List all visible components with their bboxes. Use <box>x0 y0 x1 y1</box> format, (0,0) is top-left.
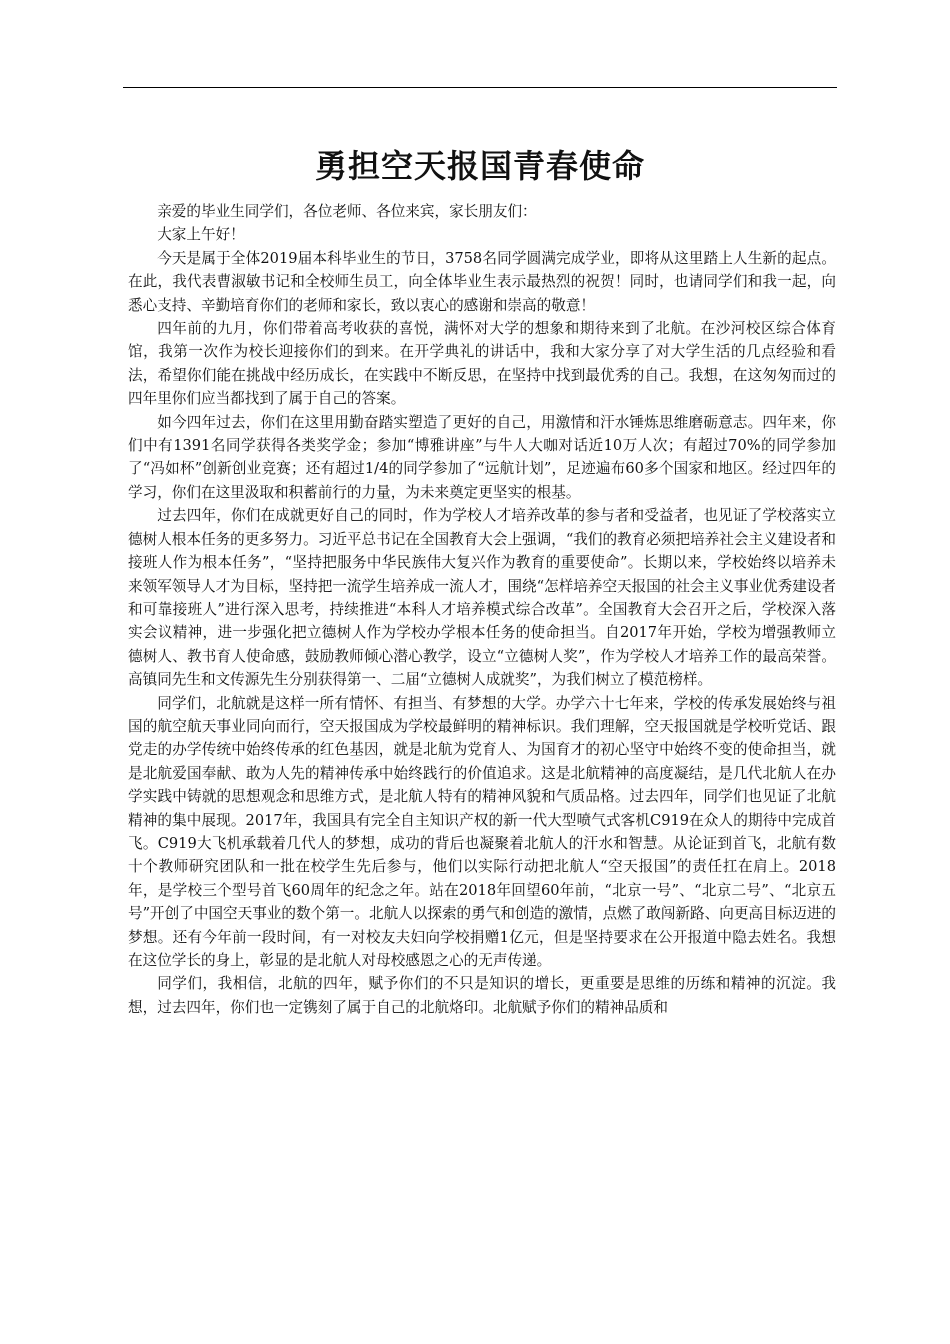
paragraph: 如今四年过去，你们在这里用勤奋踏实塑造了更好的自己，用激情和汗水锤炼思维磨砺意志。四年来，你们中有1391名同学获得各类奖学金；参加“博雅讲座”与牛人大咖对话近10万人次；有超过70%的同学参加了“冯如杯”创新创业竞赛；还有超过1/4的同学参加了“远航计划”，足迹遍布60多个国家和地区。经过四年的学习，你们在这里汲取和积蓄前行的力量，为未来奠定更坚实的根基。 <box>128 413 836 501</box>
paragraph: 同学们，北航就是这样一所有情怀、有担当、有梦想的大学。办学六十七年来，学校的传承发展始终与祖国的航空航天事业同向而行，空天报国成为学校最鲜明的精神标识。我们理解，空天报国就是学校听党话、跟党走的办学传统中始终传承的红色基因，就是北航为党育人、为国育才的初心坚守中始终不变的使命担当，就是北航爱国奉献、敢为人先的精神传承中始终践行的价值追求。这是北航精神的高度凝结，是几代北航人在办学实践中铸就的思想观念和思维方式，是北航人特有的精神风貌和气质品格。过去四年，同学们也见证了北航精神的集中展现。2017年，我国具有完全自主知识产权的新一代大型喷气式客机C919在众人的期待中完成首飞。C919大飞机承载着几代人的梦想，成功的背后也凝聚着北航人的汗水和智慧。从论证到首飞，北航有数十个教师研究团队和一批在校学生先后参与，他们以实际行动把北航人“空天报国”的责任扛在肩上。2018年，是学校三个型号首飞60周年的纪念之年。站在2018年回望60年前，“北京一号”、“北京二号”、“北京五号”开创了中国空天事业的数个第一。北航人以探索的勇气和创造的激情，点燃了敢闯新路、向更高目标迈进的梦想。还有今年前一段时间，有一对校友夫妇向学校捐赠1亿元，但是坚持要求在公开报道中隐去姓名。我想在这位学长的身上，彰显的是北航人对母校感恩之心的无声传递。 <box>128 694 836 969</box>
paragraph: 过去四年，你们在成就更好自己的同时，作为学校人才培养改革的参与者和受益者，也见证了学校落实立德树人根本任务的更多努力。习近平总书记在全国教育大会上强调，“我们的教育必须把培养社会主义建设者和接班人作为根本任务”，“坚持把服务中华民族伟大复兴作为教育的重要使命”。长期以来，学校始终以培养未来领军领导人才为目标，坚持把一流学生培养成一流人才，围绕“怎样培养空天报国的社会主义事业优秀建设者和可靠接班人”进行深入思考，持续推进“本科人才培养模式综合改革”。全国教育大会召开之后，学校深入落实会议精神，进一步强化把立德树人作为学校办学根本任务的使命担当。自2017年开始，学校为增强教师立德树人、教书育人使命感，鼓励教师倾心潜心教学，设立“立德树人奖”，作为学校人才培养工作的最高荣誉。高镇同先生和文传源先生分别获得第一、二届“立德树人成就奖”，为我们树立了模范榜样。 <box>128 507 836 689</box>
document-body <box>128 200 836 1019</box>
document-title: 勇担空天报国青春使命 <box>314 147 645 185</box>
paragraph: 今天是属于全体2019届本科毕业生的节日，3758名同学圆满完成学业，即将从这里踏上人生新的起点。在此，我代表曹淑敏书记和全校师生员工，向全体毕业生表示最热烈的祝贺！同时，也请同学们和我一起，向悉心支持、辛勤培育你们的老师和家长，致以衷心的感谢和崇高的敬意！ <box>128 249 836 314</box>
paragraph-greeting: 大家上午好！ <box>157 226 245 244</box>
paragraph: 四年前的九月，你们带着高考收获的喜悦，满怀对大学的想象和期待来到了北航。在沙河校区综合体育馆，我第一次作为校长迎接你们的到来。在开学典礼的讲话中，我和大家分享了对大学生活的几点经验和看法，希望你们能在挑战中经历成长，在实践中不断反思，在坚持中找到最优秀的自己。我想，在这匆匆而过的四年里你们应当都找到了属于自己的答案。 <box>128 320 836 408</box>
paragraph: 同学们，我相信，北航的四年，赋予你们的不只是知识的增长，更重要是思维的历练和精神的沉淀。我想，过去四年，你们也一定镌刻了属于自己的北航烙印。北航赋予你们的精神品质和 <box>128 975 836 1016</box>
header-rule <box>123 87 837 88</box>
paragraph-salutation: 亲爱的毕业生同学们，各位老师、各位来宾，家长朋友们： <box>157 203 537 220</box>
